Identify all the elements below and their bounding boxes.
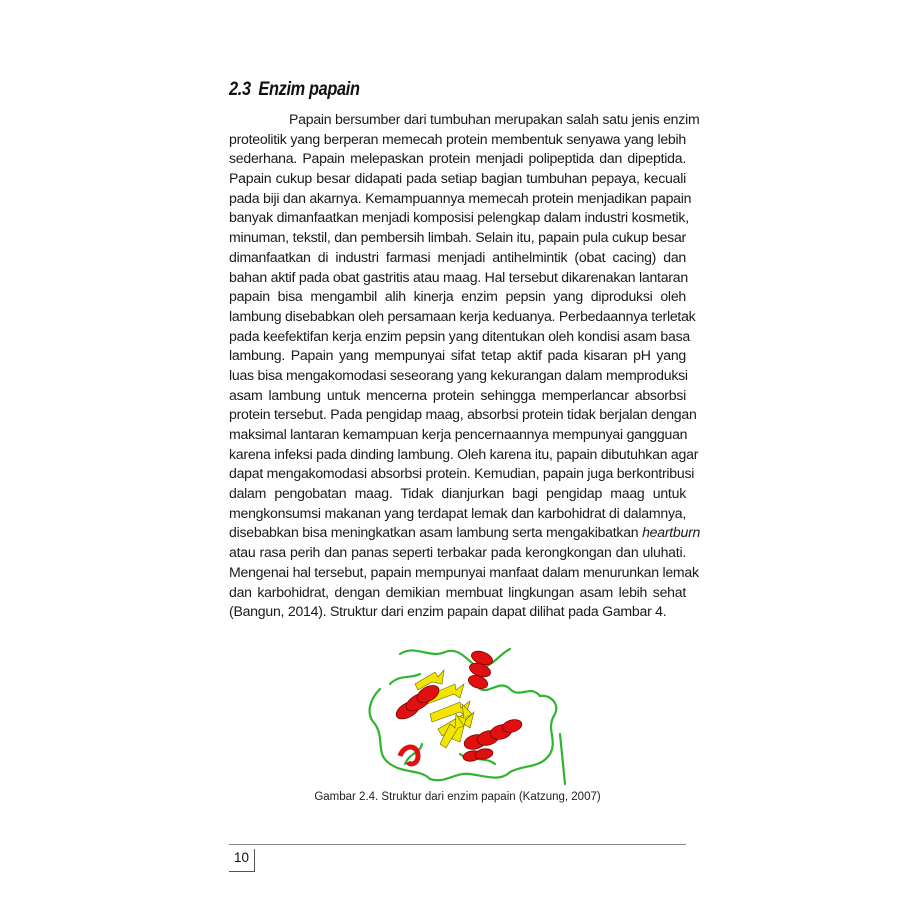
page-number: 10 — [229, 849, 255, 872]
paragraph-line: dimanfaatkan di industri farmasi menjadi antihelmintik (obat cacing) dan — [229, 248, 686, 265]
section-heading — [229, 79, 360, 101]
papain-structure-figure — [360, 644, 570, 794]
paragraph-line: Papain bersumber dari tumbuhan merupakan salah satu jenis enzim — [289, 111, 700, 127]
paragraph-line: luas bisa mengakomodasi seseorang yang kekurangan dalam memproduksi — [229, 366, 688, 383]
paragraph-line: bahan aktif pada obat gastritis atau maag. Hal tersebut dikarenakan lantaran — [229, 268, 688, 285]
paragraph-line: dalam pengobatan maag. Tidak dianjurkan bagi pengidap maag untuk — [229, 485, 686, 502]
paragraph-line: pada biji dan akarnya. Kemampuannya memecah protein menjadikan papain — [229, 189, 692, 206]
italic-term: heartburn — [642, 524, 701, 541]
paragraph-line: lambung. Papain yang mempunyai sifat tetap aktif pada kisaran pH yang — [229, 347, 686, 364]
section-title: Enzim papain — [258, 79, 360, 100]
paragraph-line: proteolitik yang berperan memecah protein membentuk senyawa yang lebih — [229, 130, 686, 147]
figure-caption: Gambar 2.4. Struktur dari enzim papain (Katzung, 2007) — [314, 791, 601, 803]
paragraph-line: (Bangun, 2014). Struktur dari enzim papain dapat dilihat pada Gambar 4. — [229, 603, 667, 620]
paragraph-line: atau rasa perih dan panas seperti terbakar pada kerongkongan dan uluhati. — [229, 544, 686, 561]
paragraph-line: minuman, tekstil, dan pembersih limbah. Selain itu, papain pula cukup besar — [229, 229, 686, 246]
paragraph-line: maksimal lantaran kemampuan kerja pencernaannya mempunyai gangguan — [229, 426, 688, 442]
paragraph-line: mengkonsumsi makanan yang terdapat lemak dan karbohidrat di dalamnya, — [229, 504, 686, 521]
paragraph-line: banyak dimanfaatkan menjadi komposisi pelengkap dalam industri kosmetik, — [229, 209, 689, 226]
paragraph-line — [229, 523, 701, 543]
beta-sheet-strands — [415, 670, 474, 748]
paragraph-line: asam lambung untuk mencerna protein sehingga memperlancar absorbsi — [229, 386, 686, 403]
paragraph-line: papain bisa mengambil alih kinerja enzim pepsin yang diproduksi oleh — [229, 288, 686, 305]
section-number: 2.3 — [229, 79, 251, 100]
paragraph-line: lambung disebabkan oleh persamaan kerja keduanya. Perbedaannya terletak — [229, 307, 696, 324]
paragraph-line: Mengenai hal tersebut, papain mempunyai manfaat dalam menurunkan lemak — [229, 563, 699, 580]
paragraph-line: karena infeksi pada dinding lambung. Oleh karena itu, papain dibutuhkan agar — [229, 445, 699, 462]
footer-divider — [229, 844, 686, 845]
paragraph-line: sederhana. Papain melepaskan protein menjadi polipeptida dan dipeptida. — [229, 150, 686, 167]
paragraph-line: protein tersebut. Pada pengidap maag, absorbsi protein tidak berjalan dengan — [229, 406, 697, 423]
paragraph-line: pada keefektifan kerja enzim pepsin yang ditentukan oleh kondisi asam basa — [229, 327, 690, 344]
paragraph-line: Papain cukup besar didapati pada setiap bagian tumbuhan pepaya, kecuali — [229, 170, 686, 187]
body-paragraph — [229, 110, 701, 622]
line-text: disebabkan bisa meningkatkan asam lambung serta mengakibatkan — [229, 524, 643, 541]
paragraph-line: dapat mengakomodasi absorbsi protein. Kemudian, papain juga berkontribusi — [229, 465, 695, 482]
paragraph-line: dan karbohidrat, dengan demikian membuat lingkungan asam lebih sehat — [229, 583, 686, 600]
